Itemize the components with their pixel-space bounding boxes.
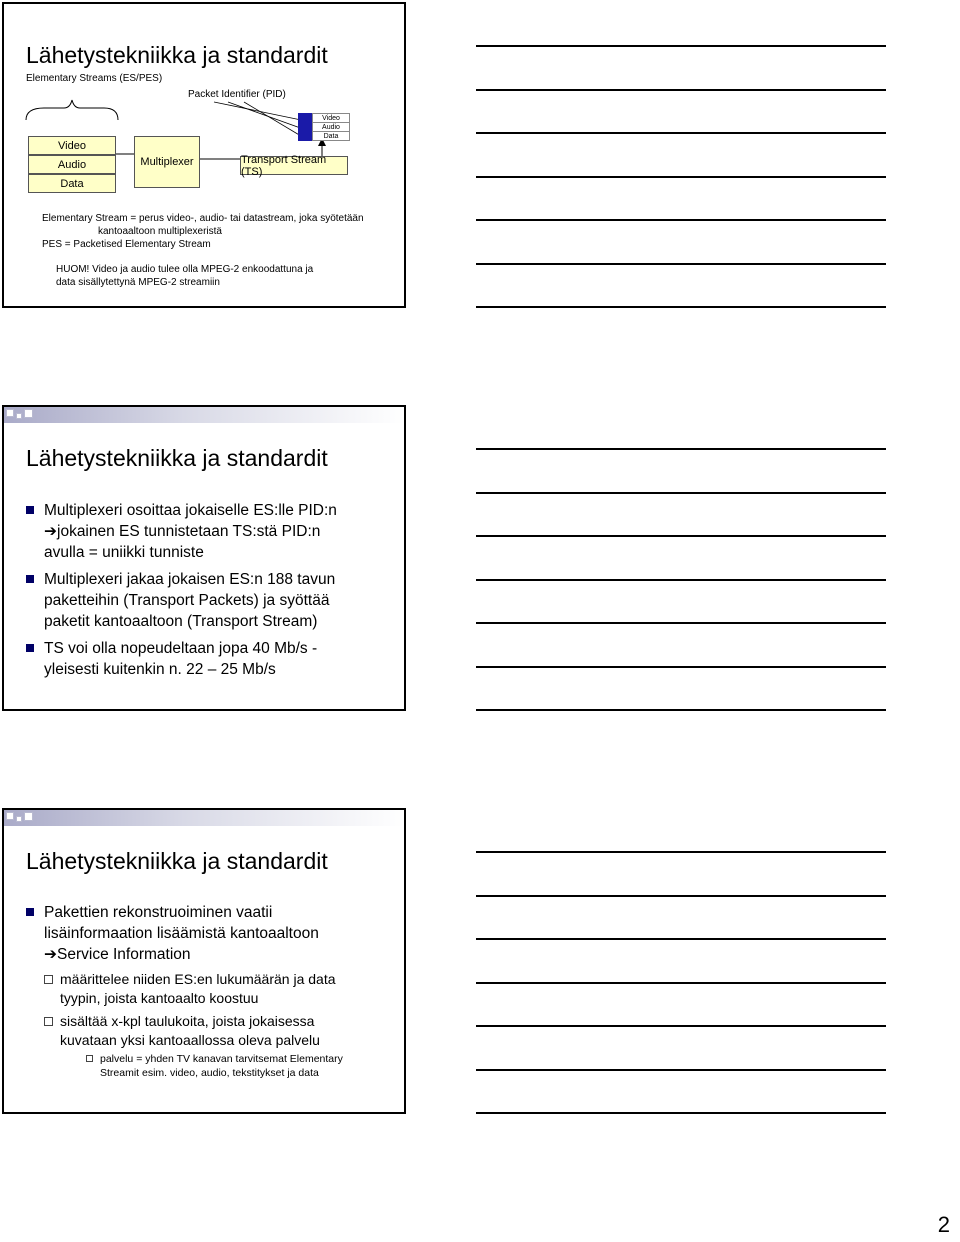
note-line: [476, 709, 886, 711]
pid-packet: [298, 113, 350, 141]
bullet-item: [26, 638, 386, 680]
note-line: [476, 263, 886, 265]
hollow-square-icon: [86, 1055, 93, 1062]
sub-sub-bullet-text: palvelu = yhden TV kanavan tarvitsemat Elementary: [100, 1053, 343, 1065]
hollow-square-icon: [44, 975, 53, 984]
bullet-text: Pakettien rekonstruoiminen vaatii: [44, 904, 273, 921]
note-line: [476, 219, 886, 221]
bullet-item: [26, 569, 386, 632]
bullet-item: [26, 500, 386, 563]
slide-1: [2, 2, 406, 308]
note-line: [476, 176, 886, 178]
es-box-audio: Audio: [28, 155, 116, 174]
bullet-square-icon: [26, 644, 34, 652]
note-line1: HUOM! Video ja audio tulee olla MPEG-2 enkoodattuna ja: [56, 264, 314, 275]
bullet-text: Multiplexeri osoittaa jokaiselle ES:lle PID:n: [44, 502, 337, 519]
bullet-text: jokainen ES tunnistetaan TS:stä PID:n: [57, 523, 321, 540]
sub-bullet: [44, 1012, 404, 1050]
note-line: [476, 666, 886, 668]
pid-line-3: [244, 102, 306, 139]
bullet-text: lisäinformaation lisäämistä kantoaaltoon: [44, 925, 319, 942]
note-line: [476, 535, 886, 537]
slide-decoration: [4, 810, 404, 826]
ts-box: Transport Stream (TS): [240, 156, 348, 175]
bullet-text: yleisesti kuitenkin n. 22 – 25 Mb/s: [44, 661, 276, 678]
bullet-text: Multiplexeri jakaa jokaisen ES:n 188 tavun: [44, 571, 336, 588]
page-number: 2: [937, 1212, 950, 1237]
note-line: [476, 89, 886, 91]
packet-data: Data: [312, 131, 350, 141]
note-line: [476, 1112, 886, 1114]
packet-video: Video: [312, 113, 350, 123]
bullet-square-icon: [26, 506, 34, 514]
sub-bullet-text: tyypin, joista kantoaalto koostuu: [60, 990, 259, 1006]
note-line: [476, 938, 886, 940]
arrow-right-icon: ➔: [44, 946, 57, 963]
sub-sub-bullet-text: Streamit esim. video, audio, tekstitykset ja data: [100, 1067, 319, 1079]
pid-label: Packet Identifier (PID): [188, 89, 286, 100]
note-line: [476, 622, 886, 624]
slide-decoration: [4, 407, 404, 423]
bullet-item: [26, 902, 386, 965]
note-line: [476, 1025, 886, 1027]
bullet-text: paketit kantoaaltoon (Transport Stream): [44, 613, 318, 630]
note-line: [476, 851, 886, 853]
note-line: [476, 45, 886, 47]
def2: PES = Packetised Elementary Stream: [42, 239, 211, 250]
es-label: Elementary Streams (ES/PES): [26, 73, 163, 84]
brace: [26, 100, 118, 120]
bullet-text: paketteihin (Transport Packets) ja syöttää: [44, 592, 330, 609]
bullet-text: Service Information: [57, 946, 191, 963]
pid-colour-block: [298, 113, 312, 141]
bullet-text: avulla = uniikki tunniste: [44, 544, 204, 561]
bullet-square-icon: [26, 908, 34, 916]
sub-bullet-text: sisältää x-kpl taulukoita, joista jokaisessa: [60, 1013, 315, 1029]
note-line: [476, 306, 886, 308]
bullet-square-icon: [26, 575, 34, 583]
note-line: [476, 132, 886, 134]
es-box-data: Data: [28, 174, 116, 193]
note-line: [476, 492, 886, 494]
slide-title: Lähetystekniikka ja standardit: [26, 42, 328, 68]
slide-title: Lähetystekniikka ja standardit: [26, 445, 328, 471]
note-line: [476, 579, 886, 581]
note-line: [476, 982, 886, 984]
sub-bullet-text: kuvataan yksi kantoaallossa oleva palvelu: [60, 1032, 320, 1048]
bullet-text: TS voi olla nopeudeltaan jopa 40 Mb/s -: [44, 640, 318, 657]
slide-3: [2, 808, 406, 1114]
es-box-video: Video: [28, 136, 116, 155]
slide-2: [2, 405, 406, 711]
note-line: [476, 448, 886, 450]
arrow-right-icon: ➔: [44, 523, 57, 540]
def1-line2: kantoaaltoon multiplexeristä: [98, 226, 222, 237]
note-line2: data sisällytettynä MPEG-2 streamiin: [56, 277, 220, 288]
packet-audio: Audio: [312, 122, 350, 132]
sub-bullet: [44, 970, 404, 1008]
note-line: [476, 895, 886, 897]
hollow-square-icon: [44, 1017, 53, 1026]
slide-title: Lähetystekniikka ja standardit: [26, 848, 328, 874]
multiplexer-box: Multiplexer: [134, 136, 200, 188]
sub-bullet-text: määrittelee niiden ES:en lukumäärän ja data: [60, 971, 336, 987]
note-line: [476, 1069, 886, 1071]
def1-line1: Elementary Stream = perus video-, audio- tai datastream, joka syötetään: [42, 213, 364, 224]
sub-sub-bullet: [86, 1052, 396, 1082]
